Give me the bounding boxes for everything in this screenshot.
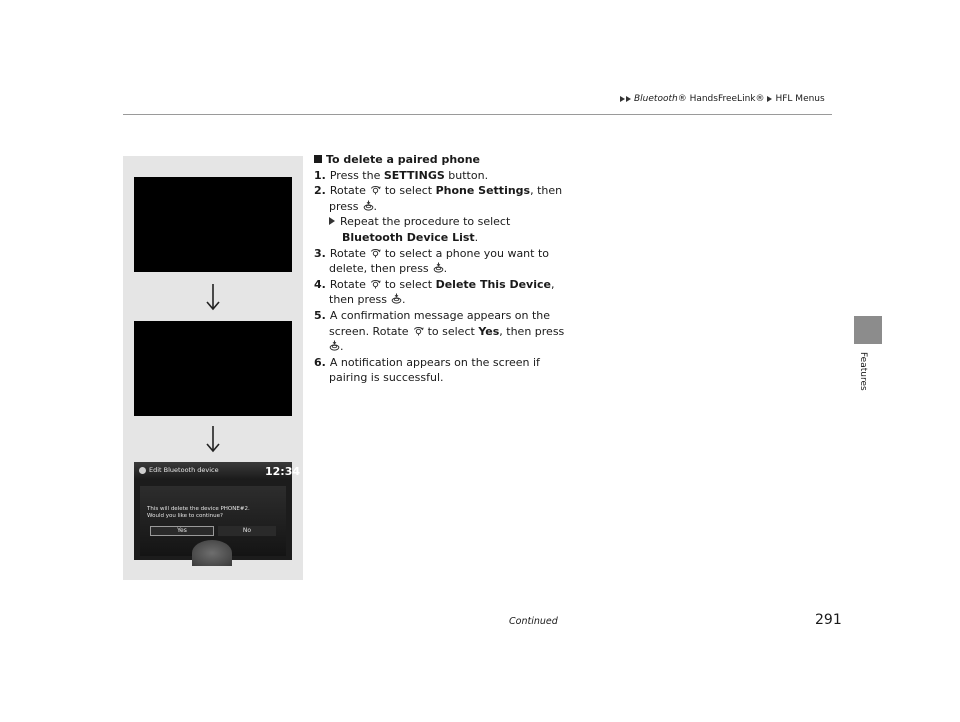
down-arrow-icon bbox=[203, 425, 223, 453]
step-1: 1. Press the SETTINGS button. bbox=[314, 168, 489, 182]
continued-label: Continued bbox=[509, 616, 558, 627]
step-2-cont: press . bbox=[329, 199, 377, 213]
screen-image-2 bbox=[134, 321, 292, 416]
yes-ref: Yes bbox=[478, 324, 500, 338]
section-heading: To delete a paired phone bbox=[314, 152, 574, 168]
settings-button-ref: SETTINGS bbox=[383, 168, 445, 182]
selector-knob-rotate-icon bbox=[370, 278, 381, 289]
breadcrumb-hfl-menus: HFL Menus bbox=[775, 94, 825, 104]
screen-image-1 bbox=[134, 177, 292, 272]
step-6: 6. A notification appears on the screen if bbox=[314, 355, 540, 369]
step-2: 2. Rotate to select Phone Settings, then bbox=[314, 184, 563, 198]
breadcrumb-arrow-icon bbox=[626, 96, 631, 102]
selector-knob-rotate-icon bbox=[413, 325, 424, 336]
down-arrow-icon bbox=[203, 283, 223, 311]
breadcrumb-arrow-icon bbox=[620, 96, 625, 102]
breadcrumb bbox=[620, 94, 828, 104]
step-3: 3. Rotate to select a phone you want to bbox=[314, 246, 550, 260]
selector-knob-rotate-icon bbox=[370, 184, 381, 195]
step-2-sub: Repeat the procedure to select bbox=[314, 214, 574, 230]
step-6-cont: pairing is successful. bbox=[329, 371, 444, 385]
selector-knob-press-icon bbox=[329, 340, 340, 351]
step-3-cont: delete, then press . bbox=[329, 262, 448, 276]
step-5: 5. A confirmation message appears on the bbox=[314, 308, 551, 322]
section-tab-marker bbox=[854, 316, 882, 344]
screen-clock: 12:34 bbox=[265, 465, 301, 478]
screen-dial-graphic bbox=[192, 540, 232, 566]
step-5-cont: screen. Rotate to select Yes, then press bbox=[329, 324, 565, 338]
delete-this-device-ref: Delete This Device bbox=[435, 277, 551, 291]
screen-status-icon bbox=[139, 467, 146, 474]
screen-image-3-edit-bluetooth-device bbox=[134, 462, 301, 560]
breadcrumb-arrow-icon bbox=[767, 96, 772, 102]
dialog-message-line-2: Would you like to continue? bbox=[147, 513, 223, 519]
breadcrumb-handsfreelink: ® HandsFreeLink® bbox=[677, 94, 765, 104]
step-4: 4. Rotate to select Delete This Device, bbox=[314, 277, 555, 291]
selector-knob-rotate-icon bbox=[370, 247, 381, 258]
page-number: 291 bbox=[815, 612, 842, 628]
selector-knob-press-icon bbox=[363, 200, 374, 211]
selector-knob-press-icon bbox=[433, 262, 444, 273]
breadcrumb-bluetooth: Bluetooth bbox=[634, 94, 678, 104]
heading-bullet-icon bbox=[314, 155, 322, 163]
screen-title: Edit Bluetooth device bbox=[149, 466, 219, 474]
step-5-cont-2: . bbox=[314, 339, 574, 355]
instructions bbox=[314, 152, 574, 386]
dialog-message-line-1: This will delete the device PHONE#2. bbox=[147, 506, 250, 512]
step-2-sub-cont: Bluetooth Device List. bbox=[342, 230, 479, 244]
header-rule bbox=[123, 114, 832, 115]
selector-knob-press-icon bbox=[391, 293, 402, 304]
phone-settings-ref: Phone Settings bbox=[435, 184, 531, 198]
dialog-no-button: No bbox=[218, 526, 276, 536]
step-4-cont: then press . bbox=[329, 293, 406, 307]
dialog-yes-button: Yes bbox=[150, 526, 214, 536]
bluetooth-device-list-ref: Bluetooth Device List bbox=[342, 230, 475, 244]
sub-step-arrow-icon bbox=[329, 217, 335, 225]
section-tab-label: Features bbox=[858, 352, 868, 391]
